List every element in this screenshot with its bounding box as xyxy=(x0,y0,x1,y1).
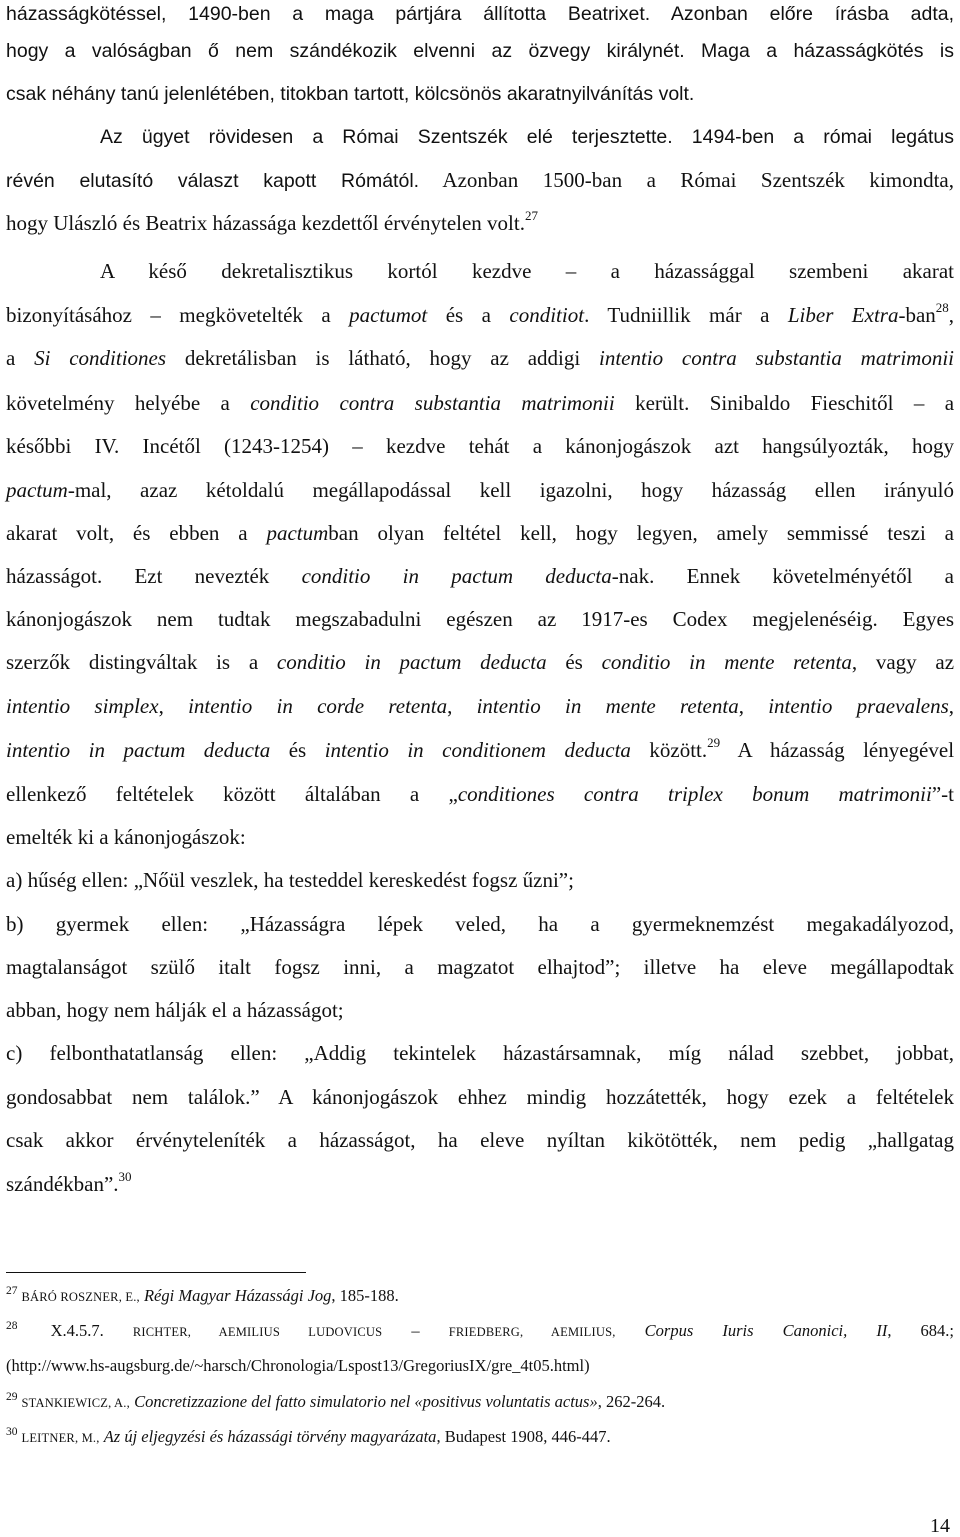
footnote-28-url[interactable]: (http://www.hs-augsburg.de/~harsch/Chronologia/Lspost13/GregoriusIX/gre_4t05.html) xyxy=(6,1356,590,1375)
body-line: b) gyermek ellen: „Házasságra lépek veled, ha a gyermeknemzést megakadályozod, xyxy=(6,912,954,936)
body-line: későbbi IV. Incétől (1243-1254) – kezdve tehát a kánonjogászok azt hangsúlyozták, hogy xyxy=(6,434,954,458)
body-line: a Si conditiones dekretálisban is látható, hogy az addigi intentio contra substantia matrimonii xyxy=(6,346,954,370)
body-line: hogy a valóságban ő nem szándékozik elvenni az özvegy királynét. Maga a házasságkötés is xyxy=(6,40,954,62)
body-line: kánonjogászok nem tudtak megszabadulni egészen az 1917-es Codex megjelenéséig. Egyes xyxy=(6,607,954,631)
body-line: intentio simplex, intentio in corde retenta, intentio in mente retenta, intentio praevalens, xyxy=(6,694,955,718)
footnote-30: $^{30}$ LEITNER, M., Az új eljegyzési és házassági törvény magyarázata, Budapest 1908, 446-447. xyxy=(6,1426,611,1446)
body-line: bizonyításához – megkövetelték a pactumot és a conditiot. Tudniillik már a Liber Extra-ban$^{28}$, xyxy=(6,300,955,327)
body-line: házasságot. Ezt nevezték conditio in pactum deducta-nak. Ennek követelményétől a xyxy=(6,564,954,588)
body-line: szándékban”.$^{30}$ xyxy=(6,1169,132,1196)
body-line: a) hűség ellen: „Nőül veszlek, ha testeddel kereskedést fogsz űzni”; xyxy=(6,868,574,892)
body-line: intentio in pactum deducta és intentio in conditionem deducta között.$^{29}$ A házasság lényegével xyxy=(6,735,955,762)
body-line: ellenkező feltételek között általában a „conditiones contra triplex bonum matrimonii”-t xyxy=(6,782,954,806)
body-line: csak néhány tanú jelenlétében, titokban tartott, kölcsönös akaratnyilvánítás volt. xyxy=(6,83,695,105)
body-line: házasságkötéssel, 1490-ben a maga pártjára állította Beatrixet. Azonban előre írásba adta, xyxy=(6,3,954,25)
body-line: révén elutasító választ kapott Rómától. Azonban 1500-ban a Római Szentszék kimondta, xyxy=(6,168,954,192)
body-line: abban, hogy nem hálják el a házasságot; xyxy=(6,998,344,1022)
body-line: szerzők distingváltak is a conditio in pactum deducta és conditio in mente retenta, vagy az xyxy=(6,650,955,674)
footnote-separator xyxy=(6,1272,306,1273)
body-line: követelmény helyébe a conditio contra substantia matrimonii került. Sinibaldo Fieschitől – a xyxy=(6,391,955,415)
body-line: pactum-mal, azaz kétoldalú megállapodással kell igazolni, hogy házasság ellen irányuló xyxy=(6,478,954,502)
footnote-27: $^{27}$ BÁRÓ ROSZNER, E., Régi Magyar Házassági Jog, 185-188. xyxy=(6,1285,399,1305)
footnote-29: $^{29}$ STANKIEWICZ, A., Concretizzazione del fatto simulatorio nel «positivus voluntatis actus», 262-264. xyxy=(6,1391,666,1411)
footnote-28: $^{28}$ X.4.5.7. RICHTER, AEMILIUS LUDOVICUS – FRIEDBERG, AEMILIUS, Corpus Iuris Canonici, II, 684.; xyxy=(6,1320,955,1340)
body-line: gondosabbat nem találok.” A kánonjogászok ehhez mindig hozzátették, hogy ezek a feltételek xyxy=(6,1085,954,1109)
body-line: akarat volt, és ebben a pactumban olyan feltétel kell, hogy legyen, amely semmissé teszi a xyxy=(6,521,954,545)
body-line: magtalanságot szülő italt fogsz inni, a magzatot elhajtod”; illetve ha eleve megállapodtak xyxy=(6,955,954,979)
footnote-ref-28[interactable]: 28 xyxy=(935,300,949,315)
body-line: Az ügyet rövidesen a Római Szentszék elé terjesztette. 1494-ben a római legátus xyxy=(100,126,954,148)
body-line: c) felbonthatatlanság ellen: „Addig tekintelek házastársamnak, míg nálad szebbet, jobbat, xyxy=(6,1041,954,1065)
footnote-ref-30[interactable]: 30 xyxy=(118,1169,132,1184)
footnote-ref-27[interactable]: 27 xyxy=(524,208,538,223)
body-line: emelték ki a kánonjogászok: xyxy=(6,825,246,849)
body-line: A késő dekretalisztikus kortól kezdve – a házassággal szembeni akarat xyxy=(100,259,954,283)
footnote-ref-29[interactable]: 29 xyxy=(707,735,721,750)
page-number: 14 xyxy=(930,1515,950,1537)
body-line: csak akkor érvényteleníték a házasságot, ha eleve nyíltan kikötötték, nem pedig „hallgatag xyxy=(6,1128,954,1152)
body-line: hogy Ulászló és Beatrix házassága kezdettől érvénytelen volt.$^{27}$ xyxy=(6,208,538,235)
